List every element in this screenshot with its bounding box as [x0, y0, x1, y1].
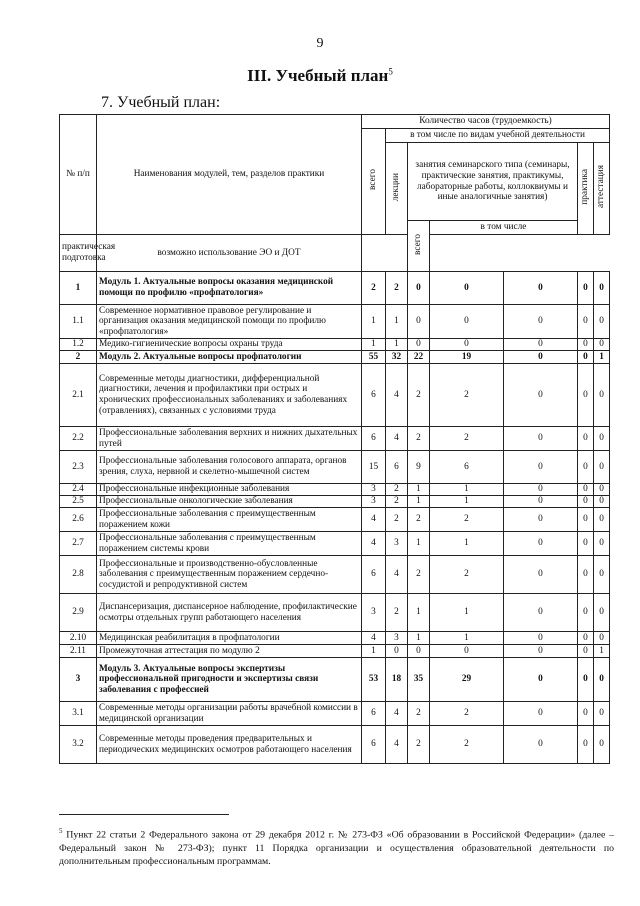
cell-att: 0 — [594, 658, 610, 702]
cell-att: 0 — [594, 556, 610, 594]
cell-name: Медико-гигиенические вопросы охраны труда — [97, 339, 362, 351]
cell-num: 2.3 — [60, 451, 97, 484]
cell-pp: 2 — [430, 427, 504, 451]
header-name: Наименования модулей, тем, разделов практики — [97, 115, 362, 235]
cell-pp: 2 — [430, 726, 504, 764]
cell-name: Медицинская реабилитация в профпатологии — [97, 632, 362, 645]
cell-eo: 0 — [504, 658, 578, 702]
cell-name: Профессиональные онкологические заболевания — [97, 496, 362, 508]
cell-prac: 0 — [578, 508, 594, 532]
footnote-divider — [59, 814, 229, 815]
cell-att: 0 — [594, 508, 610, 532]
cell-total: 4 — [362, 508, 386, 532]
cell-num: 2.10 — [60, 632, 97, 645]
cell-att: 0 — [594, 427, 610, 451]
cell-sem: 2 — [408, 364, 430, 427]
cell-sem: 2 — [408, 702, 430, 726]
cell-eo: 0 — [504, 496, 578, 508]
header-practice: практика — [580, 168, 591, 205]
cell-sem: 2 — [408, 508, 430, 532]
cell-att: 0 — [594, 726, 610, 764]
cell-name: Профессиональные заболевания верхних и нижних дыхательных путей — [97, 427, 362, 451]
header-num: № п/п — [60, 115, 97, 235]
cell-name: Промежуточная аттестация по модулю 2 — [97, 645, 362, 658]
header-including: в том числе — [430, 221, 578, 235]
cell-lect: 1 — [386, 339, 408, 351]
header-total: всего — [368, 169, 379, 191]
table-row — [60, 364, 610, 427]
cell-prac: 0 — [578, 726, 594, 764]
footnote — [59, 825, 614, 869]
cell-att: 0 — [594, 272, 610, 305]
header-attestation: аттестация — [596, 165, 607, 209]
cell-pp: 0 — [430, 272, 504, 305]
cell-lect: 6 — [386, 451, 408, 484]
cell-num: 2.11 — [60, 645, 97, 658]
cell-att: 1 — [594, 645, 610, 658]
cell-att: 0 — [594, 364, 610, 427]
cell-name: Современное нормативное правовое регулирование и организация оказания медицинской помощи по профилю «профпатология» — [97, 305, 362, 339]
cell-num: 2.4 — [60, 484, 97, 496]
table-row — [60, 532, 610, 556]
table-row — [60, 726, 610, 764]
cell-pp: 1 — [430, 632, 504, 645]
table-row — [60, 594, 610, 632]
cell-lect: 4 — [386, 364, 408, 427]
cell-num: 2.7 — [60, 532, 97, 556]
cell-sem: 22 — [408, 351, 430, 364]
cell-name: Современные методы организации работы врачебной комиссии в медицинской организации — [97, 702, 362, 726]
cell-eo: 0 — [504, 726, 578, 764]
cell-total: 6 — [362, 427, 386, 451]
cell-pp: 0 — [430, 339, 504, 351]
cell-sem: 2 — [408, 556, 430, 594]
cell-sem: 9 — [408, 451, 430, 484]
table-row — [60, 702, 610, 726]
cell-pp: 2 — [430, 702, 504, 726]
cell-num: 3.2 — [60, 726, 97, 764]
cell-num: 2 — [60, 351, 97, 364]
cell-eo: 0 — [504, 594, 578, 632]
cell-prac: 0 — [578, 556, 594, 594]
cell-name: Модуль 1. Актуальные вопросы оказания медицинской помощи по профилю «профпатология» — [97, 272, 362, 305]
cell-sem: 0 — [408, 339, 430, 351]
cell-total: 4 — [362, 632, 386, 645]
cell-num: 2.9 — [60, 594, 97, 632]
cell-att: 0 — [594, 305, 610, 339]
cell-att: 0 — [594, 496, 610, 508]
cell-prac: 0 — [578, 658, 594, 702]
cell-prac: 0 — [578, 645, 594, 658]
cell-total: 2 — [362, 272, 386, 305]
cell-total: 6 — [362, 556, 386, 594]
cell-eo: 0 — [504, 508, 578, 532]
cell-lect: 18 — [386, 658, 408, 702]
cell-sem: 1 — [408, 484, 430, 496]
cell-prac: 0 — [578, 594, 594, 632]
cell-sem: 1 — [408, 632, 430, 645]
cell-sem: 1 — [408, 532, 430, 556]
cell-pp: 19 — [430, 351, 504, 364]
cell-pp: 2 — [430, 508, 504, 532]
table-row — [60, 645, 610, 658]
table-row — [60, 339, 610, 351]
cell-lect: 4 — [386, 427, 408, 451]
cell-att: 0 — [594, 339, 610, 351]
table-row — [60, 272, 610, 305]
cell-prac: 0 — [578, 351, 594, 364]
cell-prac: 0 — [578, 339, 594, 351]
footnote-mark: 5 — [59, 827, 63, 835]
table-row — [60, 484, 610, 496]
cell-prac: 0 — [578, 702, 594, 726]
header-by-activity: в том числе по видам учебной деятельности — [386, 129, 610, 143]
cell-eo: 0 — [504, 351, 578, 364]
cell-att: 0 — [594, 702, 610, 726]
header-practice-cell — [578, 143, 594, 235]
cell-num: 2.1 — [60, 364, 97, 427]
header-attestation-cell — [594, 143, 610, 235]
cell-eo: 0 — [504, 272, 578, 305]
cell-total: 1 — [362, 339, 386, 351]
header-lectures: лекции — [391, 172, 402, 201]
cell-num: 1.1 — [60, 305, 97, 339]
cell-num: 2.2 — [60, 427, 97, 451]
cell-lect: 3 — [386, 632, 408, 645]
cell-name: Профессиональные и производственно-обусловленные заболевания с преимущественным поражением сердечно-сосудистой и репродуктивной систем — [97, 556, 362, 594]
table-row — [60, 658, 610, 702]
cell-lect: 2 — [386, 484, 408, 496]
cell-total: 3 — [362, 496, 386, 508]
cell-total: 1 — [362, 305, 386, 339]
header-practical-training: практическая подготовка — [60, 235, 97, 272]
cell-eo: 0 — [504, 532, 578, 556]
cell-sem: 0 — [408, 272, 430, 305]
cell-att: 0 — [594, 484, 610, 496]
cell-sem: 2 — [408, 726, 430, 764]
cell-sem: 1 — [408, 594, 430, 632]
cell-name: Профессиональные заболевания голосового аппарата, органов зрения, слуха, нервной и скелетно-мышечной систем — [97, 451, 362, 484]
cell-prac: 0 — [578, 496, 594, 508]
cell-name: Модуль 3. Актуальные вопросы экспертизы профессиональной пригодности и экспертизы связи заболевания с профессией — [97, 658, 362, 702]
header-lectures-cell — [386, 143, 408, 235]
cell-num: 2.8 — [60, 556, 97, 594]
cell-att: 0 — [594, 451, 610, 484]
cell-num: 3.1 — [60, 702, 97, 726]
cell-total: 15 — [362, 451, 386, 484]
table-row — [60, 305, 610, 339]
cell-pp: 29 — [430, 658, 504, 702]
cell-name: Современные методы проведения предварительных и периодических медицинских осмотров работающего населения — [97, 726, 362, 764]
cell-sem: 2 — [408, 427, 430, 451]
cell-prac: 0 — [578, 451, 594, 484]
cell-eo: 0 — [504, 645, 578, 658]
cell-name: Профессиональные заболевания с преимущественным поражением кожи — [97, 508, 362, 532]
table-row — [60, 508, 610, 532]
table-row — [60, 427, 610, 451]
cell-eo: 0 — [504, 427, 578, 451]
cell-total: 3 — [362, 594, 386, 632]
footnote-ref: 5 — [388, 66, 393, 77]
cell-name: Профессиональные заболевания с преимущественным поражением системы крови — [97, 532, 362, 556]
header-seminar-total-cell — [408, 221, 430, 272]
page-number: 9 — [316, 36, 324, 51]
cell-total: 6 — [362, 702, 386, 726]
cell-eo: 0 — [504, 484, 578, 496]
cell-prac: 0 — [578, 427, 594, 451]
cell-total: 6 — [362, 364, 386, 427]
header-hours: Количество часов (трудоемкость) — [362, 115, 610, 129]
cell-name: Диспансеризация, диспансерное наблюдение, профилактические осмотры отдельных групп работающего населения — [97, 594, 362, 632]
cell-prac: 0 — [578, 532, 594, 556]
cell-lect: 2 — [386, 496, 408, 508]
cell-sem: 1 — [408, 496, 430, 508]
cell-name: Профессиональные инфекционные заболевания — [97, 484, 362, 496]
cell-pp: 1 — [430, 594, 504, 632]
cell-att: 0 — [594, 632, 610, 645]
cell-prac: 0 — [578, 364, 594, 427]
cell-num: 1.2 — [60, 339, 97, 351]
header-eo-dot: возможно использование ЭО и ДОТ — [97, 235, 362, 272]
cell-pp: 2 — [430, 556, 504, 594]
cell-prac: 0 — [578, 484, 594, 496]
header-seminar-total: всего — [413, 233, 424, 255]
cell-prac: 0 — [578, 272, 594, 305]
cell-name: Модуль 2. Актуальные вопросы профпатологии — [97, 351, 362, 364]
cell-att: 0 — [594, 532, 610, 556]
cell-pp: 0 — [430, 305, 504, 339]
cell-eo: 0 — [504, 632, 578, 645]
header-seminar: занятия семинарского типа (семинары, практические занятия, практикумы, лабораторные работы, коллоквиумы и иные аналогичные занятия) — [408, 143, 578, 221]
cell-pp: 1 — [430, 484, 504, 496]
cell-total: 3 — [362, 484, 386, 496]
cell-lect: 1 — [386, 305, 408, 339]
cell-total: 55 — [362, 351, 386, 364]
curriculum-table — [59, 114, 610, 764]
cell-pp: 0 — [430, 645, 504, 658]
cell-total: 6 — [362, 726, 386, 764]
cell-num: 1 — [60, 272, 97, 305]
cell-pp: 2 — [430, 364, 504, 427]
cell-lect: 3 — [386, 532, 408, 556]
subtitle: 7. Учебный план: — [101, 94, 221, 111]
table-row — [60, 451, 610, 484]
cell-lect: 0 — [386, 645, 408, 658]
cell-eo: 0 — [504, 339, 578, 351]
cell-lect: 4 — [386, 702, 408, 726]
cell-lect: 4 — [386, 556, 408, 594]
cell-lect: 2 — [386, 272, 408, 305]
cell-lect: 32 — [386, 351, 408, 364]
cell-lect: 4 — [386, 726, 408, 764]
cell-att: 0 — [594, 594, 610, 632]
cell-num: 3 — [60, 658, 97, 702]
footnote-text: Пункт 22 статьи 2 Федерального закона от 29 декабря 2012 г. № 273-ФЗ «Об образовании в Российской Федерации» (далее – Федеральный закон № 273-ФЗ); пункт 11 Порядка организации и осуществления образовательной деятельности по дополнительным профессиональным программам. — [59, 829, 615, 868]
cell-lect: 2 — [386, 508, 408, 532]
cell-eo: 0 — [504, 305, 578, 339]
cell-att: 1 — [594, 351, 610, 364]
header-total-cell — [362, 129, 386, 235]
cell-pp: 1 — [430, 496, 504, 508]
cell-eo: 0 — [504, 556, 578, 594]
cell-total: 1 — [362, 645, 386, 658]
cell-sem: 35 — [408, 658, 430, 702]
table-row — [60, 496, 610, 508]
table-row — [60, 632, 610, 645]
cell-eo: 0 — [504, 364, 578, 427]
cell-num: 2.5 — [60, 496, 97, 508]
cell-name: Современные методы диагностики, дифференциальной диагностики, лечения и профилактики при острых и хронических профессиональных заболеваниях и заболеваниях (отравлениях), связанных с условиями труда — [97, 364, 362, 427]
cell-total: 53 — [362, 658, 386, 702]
cell-sem: 0 — [408, 305, 430, 339]
cell-prac: 0 — [578, 632, 594, 645]
cell-eo: 0 — [504, 702, 578, 726]
table-row — [60, 351, 610, 364]
cell-total: 4 — [362, 532, 386, 556]
cell-pp: 1 — [430, 532, 504, 556]
section-title-text: III. Учебный план — [247, 66, 389, 85]
cell-num: 2.6 — [60, 508, 97, 532]
section-title — [0, 66, 640, 86]
cell-lect: 2 — [386, 594, 408, 632]
cell-sem: 0 — [408, 645, 430, 658]
cell-prac: 0 — [578, 305, 594, 339]
table-row — [60, 556, 610, 594]
cell-eo: 0 — [504, 451, 578, 484]
cell-pp: 6 — [430, 451, 504, 484]
